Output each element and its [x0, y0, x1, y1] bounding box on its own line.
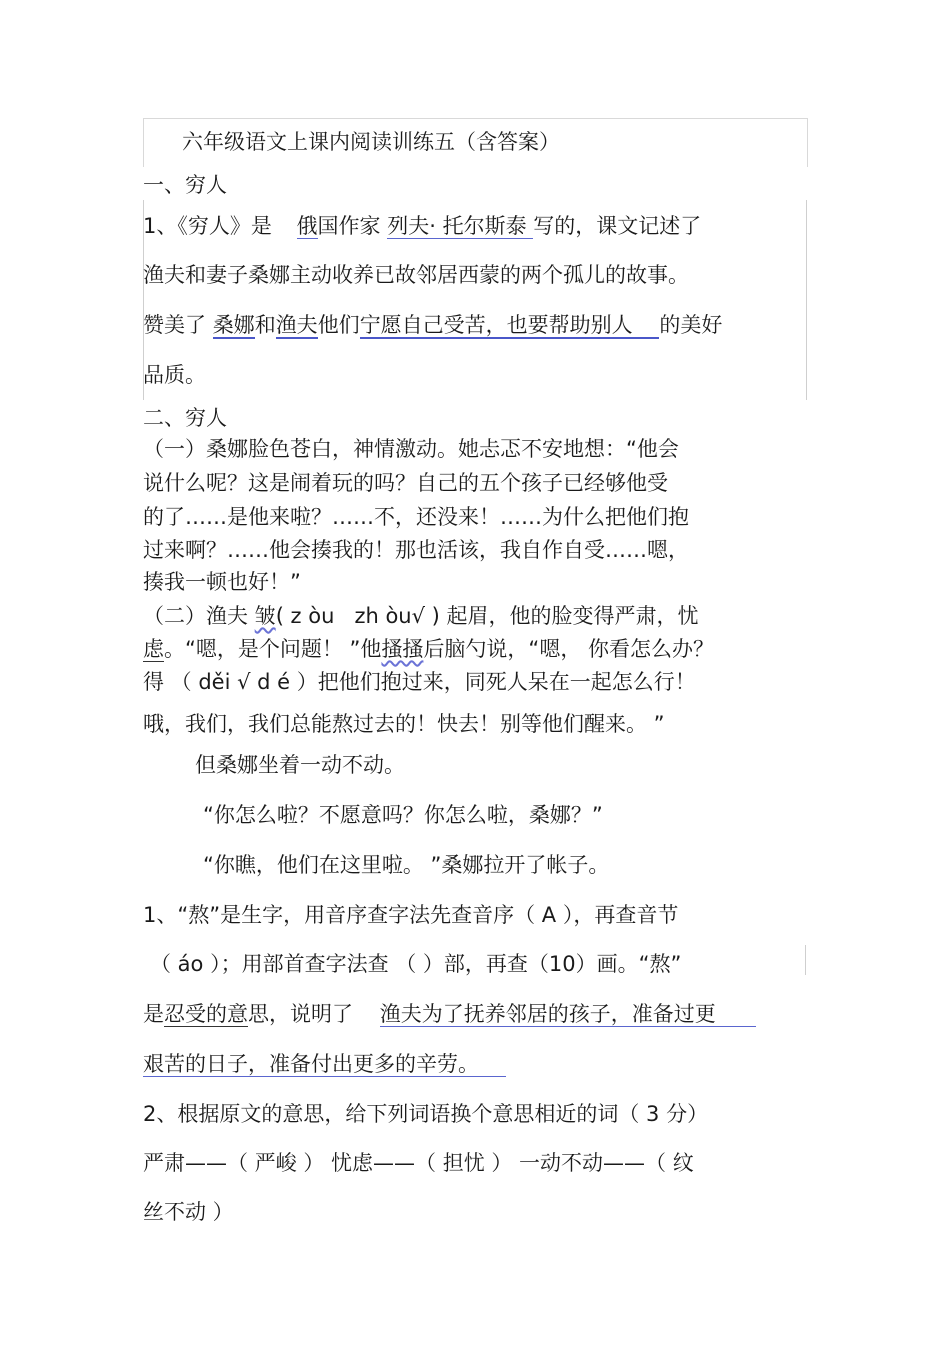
question1-line3: 是忍受的意思，说明了 渔夫为了抚养邻居的孩子，准备过更 — [143, 1001, 756, 1027]
sec1-q1-line2: 渔夫和妻子桑娜主动收养已故邻居西蒙的两个孤儿的故事。 — [143, 263, 689, 287]
passage-p2-line3: 得 （ děi √ d é ）把他们抱过来，同死人呆在一起怎么行！ — [143, 670, 696, 694]
passage-p1-line: 的了……是他来啦？……不，还没来！……为什么把他们抱 — [143, 505, 689, 529]
passage-p1-line: 过来啊？……他会揍我的！那也活该，我自作自受……嗯， — [143, 538, 689, 562]
frame-line-right-2 — [805, 945, 806, 975]
passage-p2-line1: （二）渔夫 皱( z òu zh òu√ ) 起眉，他的脸变得严肃，忧 — [143, 604, 699, 628]
sec1-q1-line4: 品质。 — [143, 363, 206, 387]
passage-p1-line: 揍我一顿也好！” — [143, 570, 301, 594]
question1-line4: 艰苦的日子，准备付出更多的辛劳。 — [143, 1052, 506, 1076]
passage-p2-line7: “你瞧，他们在这里啦。 ”桑娜拉开了帐子。 — [203, 853, 610, 877]
question2-line2: 严肃——（ 严峻 ） 忧虑——（ 担忧 ） 一动不动——（ 纹 — [143, 1151, 694, 1175]
passage-p2-line5: 但桑娜坐着一动不动。 — [195, 753, 405, 777]
section1-heading: 一、穷人 — [143, 173, 227, 197]
page-title: 六年级语文上课内阅读训练五（含答案） — [182, 130, 560, 154]
passage-p1-line: （一）桑娜脸色苍白，神情激动。她忐忑不安地想：“他会 — [143, 437, 679, 461]
passage-p1-line: 说什么呢？这是闹着玩的吗？自己的五个孩子已经够他受 — [143, 471, 668, 495]
question1-line1: 1、“熬”是生字，用音序查字法先查音序（ A ），再查音节 — [143, 903, 679, 927]
passage-p2-line6: “你怎么啦？不愿意吗？你怎么啦，桑娜？” — [203, 803, 603, 827]
question1-line2: （ áo ）；用部首查字法查 （ ）部，再查（10）画。“熬” — [150, 952, 682, 976]
frame-line-right — [806, 200, 807, 400]
sec1-q1-line1: 1、《穷人》是 俄国作家 列夫· 托尔斯泰 写的，课文记述了 — [143, 214, 702, 238]
passage-p2-line2: 虑。“嗯，是个问题！ ”他搔搔后脑勺说，“嗯， 你看怎么办？ — [143, 637, 714, 661]
question2-line3: 丝不动 ） — [143, 1200, 234, 1224]
passage-p2-line4: 哦，我们，我们总能熬过去的！快去！别等他们醒来。 ” — [143, 712, 665, 736]
question2-line1: 2、根据原文的意思，给下列词语换个意思相近的词（ 3 分） — [143, 1102, 709, 1126]
section2-heading: 二、穷人 — [143, 406, 227, 430]
sec1-q1-line3: 赞美了 桑娜和渔夫他们宁愿自己受苦，也要帮助别人 的美好 — [143, 313, 723, 337]
